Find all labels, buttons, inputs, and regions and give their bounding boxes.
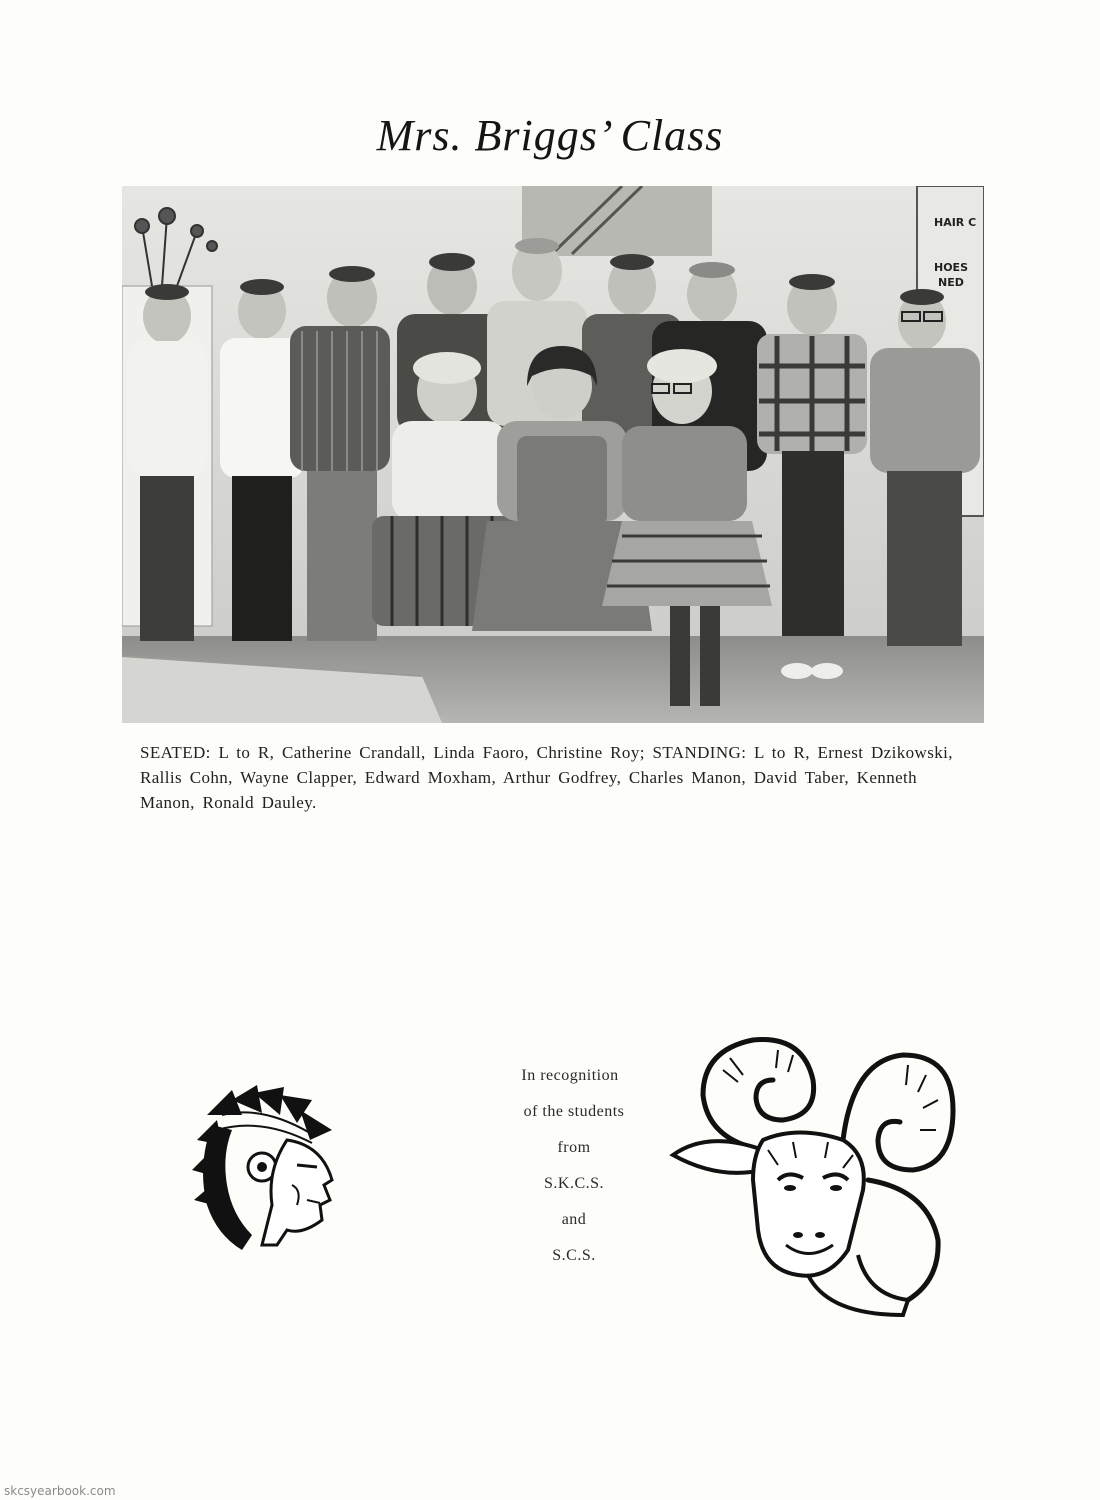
site-watermark: skcsyearbook.com — [4, 1484, 116, 1498]
recognition-line-4: S.K.C.S. — [543, 1175, 605, 1192]
class-photo — [122, 186, 984, 723]
board-text-2: HOES — [934, 261, 968, 274]
board-text-3: NED — [938, 276, 964, 289]
recognition-text — [470, 1062, 670, 1278]
recognition-line-6: S.C.S. — [552, 1247, 596, 1264]
ram-mascot-logo — [668, 1030, 960, 1320]
recognition-line-2: of the students — [523, 1103, 625, 1120]
recognition-line-3: from — [557, 1139, 591, 1156]
recognition-line-5: and — [561, 1211, 587, 1228]
recognition-line-1: In recognition — [521, 1067, 619, 1084]
board-text-1: HAIR C — [934, 216, 977, 229]
page-title: Mrs. Briggs’ Class — [376, 111, 724, 160]
indian-chief-logo — [192, 1085, 342, 1255]
photo-caption — [140, 740, 970, 815]
caption-text: SEATED: L to R, Catherine Crandall, Linda Faoro, Christine Roy; STANDING: L to R, Ernest Dzikowski, Rallis Cohn, Wayne Clapper, Edward Moxham, Arthur Godfrey, Charles Manon, David Taber, Kenneth Manon, Ronald Dauley. — [140, 743, 953, 812]
